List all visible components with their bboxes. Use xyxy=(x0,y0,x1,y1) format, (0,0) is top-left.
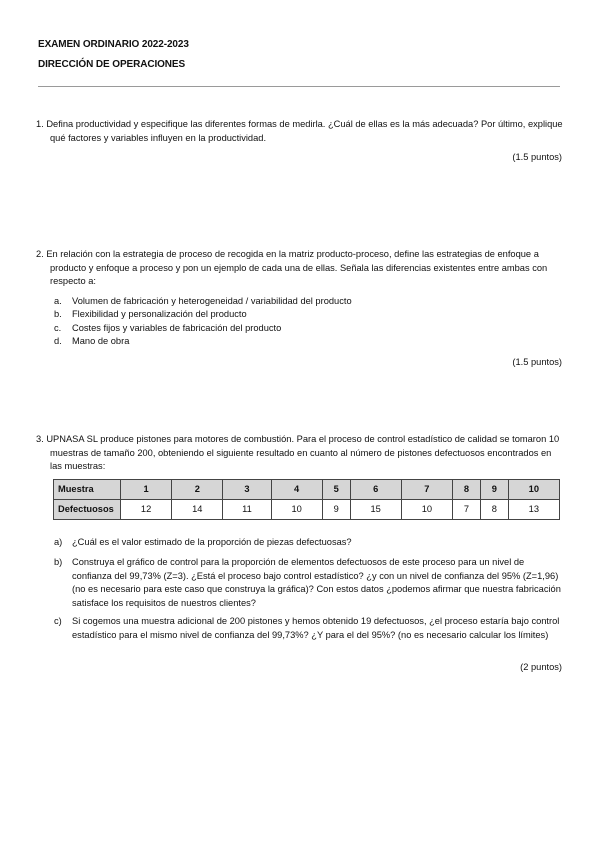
header-divider xyxy=(38,86,560,87)
table-cell: 10 xyxy=(271,500,322,520)
table-row-muestra xyxy=(54,480,560,500)
item-text: Construya el gráfico de control para la proporción de elementos defectuosos de este proceso para un nivel de confianza del 99,73% (Z=3). ¿Está el proceso bajo control estadístico? ¿y con un nivel de confianza del 95% (Z=1,96) (no es necesario para este caso que construya la gráfica)? Con estos datos ¿podemos afirmar que nuestra fabricación satisface los requisitos de nuestros clientes? xyxy=(72,557,561,608)
question-3-item-b xyxy=(54,556,562,610)
table-cell: 9 xyxy=(480,480,508,500)
table-cell: 3 xyxy=(223,480,271,500)
table-cell: 10 xyxy=(401,500,452,520)
item-text: Volumen de fabricación y heterogeneidad / variabilidad del producto xyxy=(72,296,352,306)
exam-title: EXAMEN ORDINARIO 2022-2023 xyxy=(38,39,189,50)
question-2-item-c xyxy=(54,322,281,336)
table-cell: 5 xyxy=(322,480,350,500)
item-text: Mano de obra xyxy=(72,336,130,346)
table-cell: 11 xyxy=(223,500,271,520)
defects-table xyxy=(53,479,560,520)
item-label: a. xyxy=(54,296,62,306)
item-text: Flexibilidad y personalización del producto xyxy=(72,309,247,319)
table-cell: 2 xyxy=(172,480,223,500)
table-header-defectuosos: Defectuosos xyxy=(54,500,121,520)
item-label: c. xyxy=(54,323,62,333)
question-2 xyxy=(36,248,564,289)
table-cell: 1 xyxy=(121,480,172,500)
question-1-text: 1. Defina productividad y especifique las diferentes formas de medirla. ¿Cuál de ellas es la más adecuada? Por último, explique qué factores y variables influyen en la productividad. xyxy=(36,119,563,143)
item-label: a) xyxy=(54,537,63,547)
table-cell: 7 xyxy=(452,500,480,520)
question-3 xyxy=(36,433,564,474)
item-label: c) xyxy=(54,616,62,626)
question-3-item-c xyxy=(54,615,562,642)
question-1 xyxy=(36,118,564,145)
table-row-defectuosos xyxy=(54,500,560,520)
item-label: d. xyxy=(54,336,62,346)
table-cell: 12 xyxy=(121,500,172,520)
item-text: Si cogemos una muestra adicional de 200 pistones y hemos obtenido 19 defectuosos, ¿el proceso estaría bajo control estadístico para el mismo nivel de confianza del 99,73%? ¿Y para el del 95%? (no es necesario calcular los límites) xyxy=(72,616,560,640)
table-cell: 7 xyxy=(401,480,452,500)
question-1-points: (1.5 puntos) xyxy=(512,152,562,162)
question-2-points: (1.5 puntos) xyxy=(512,357,562,367)
question-2-item-d xyxy=(54,335,129,349)
table-cell: 4 xyxy=(271,480,322,500)
table-cell: 8 xyxy=(452,480,480,500)
item-text: Costes fijos y variables de fabricación del producto xyxy=(72,323,282,333)
table-cell: 14 xyxy=(172,500,223,520)
question-2-text: 2. En relación con la estrategia de proceso de recogida en la matriz producto-proceso, define las estrategias de enfoque a producto y enfoque a proceso y pon un ejemplo de cada una de ellas. Señala las diferencias existentes entre ambas con respecto a: xyxy=(36,249,548,286)
table-cell: 10 xyxy=(508,480,559,500)
table-header-muestra: Muestra xyxy=(54,480,121,500)
item-label: b. xyxy=(54,309,62,319)
table-cell: 13 xyxy=(508,500,559,520)
question-3-text: 3. UPNASA SL produce pistones para motores de combustión. Para el proceso de control estadístico de calidad se tomaron 10 muestras de tamaño 200, obteniendo el siguiente resultado en cuanto al número de pistones defectuosos encontrados en las muestras: xyxy=(36,434,560,471)
question-3-item-a xyxy=(54,536,562,550)
item-text: ¿Cuál es el valor estimado de la proporción de piezas defectuosas? xyxy=(72,537,352,547)
question-2-item-b xyxy=(54,308,247,322)
table-cell: 6 xyxy=(350,480,401,500)
item-label: b) xyxy=(54,557,63,567)
table-cell: 9 xyxy=(322,500,350,520)
table-cell: 15 xyxy=(350,500,401,520)
course-title: DIRECCIÓN DE OPERACIONES xyxy=(38,59,186,70)
question-3-points: (2 puntos) xyxy=(520,662,562,672)
question-2-item-a xyxy=(54,295,352,309)
table-cell: 8 xyxy=(480,500,508,520)
